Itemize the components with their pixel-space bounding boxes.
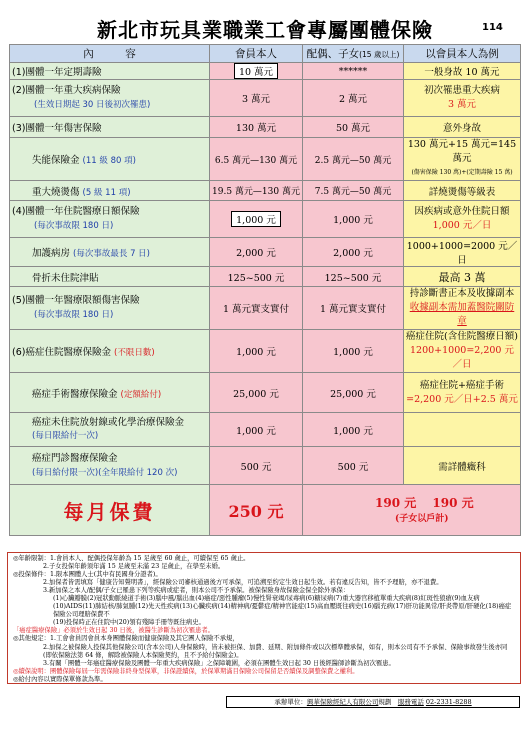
table-row xyxy=(10,117,521,138)
item-disability-label: 失能保險金 xyxy=(32,155,80,166)
monthly-premium-spouse-2: 190 元 xyxy=(432,496,474,510)
example-cancer-surgery-2: =2,200 元／日+2.5 萬元 xyxy=(406,393,518,405)
example-cancer-hospital-2: 1200+1000=2,200 元／日 xyxy=(410,345,514,370)
item-hospital-daily-label: (4)團體一年住院醫療日額保險 xyxy=(12,206,140,217)
item-accident: (3)團體一年傷害保險 xyxy=(10,117,210,138)
item-fracture xyxy=(10,267,210,287)
table-row xyxy=(10,373,521,413)
item-cancer-hospital-label: (6)癌症住院醫療保險金 xyxy=(12,347,111,358)
footer-prefix: 承辦單位 xyxy=(274,698,301,706)
table-row xyxy=(10,201,521,238)
example-critical-illness-2: 3 萬元 xyxy=(447,99,477,110)
monthly-premium-label-cell xyxy=(10,485,210,536)
table-header-row xyxy=(10,45,521,63)
spouse-cancer-surgery: 25,000 元 xyxy=(303,373,404,413)
example-cancer-surgery-1: 癌症住院+癌症手術 xyxy=(420,379,504,391)
benefits-table xyxy=(9,44,521,536)
col-spouse-label: 配偶、子女 xyxy=(306,48,360,60)
spouse-critical-illness: 2 萬元 xyxy=(303,80,404,117)
item-medical-limit-label: (5)團體一年醫療限額傷害保險 xyxy=(12,295,140,306)
table-row xyxy=(10,330,521,373)
example-critical-illness xyxy=(404,80,521,117)
item-cancer-radiation-label: 癌症未住院放射線或化學治療保險金 xyxy=(32,417,185,428)
footer-phone: 02-2331-8288 xyxy=(425,698,472,706)
example-hospital-daily-1: 因疾病或意外住院日額 xyxy=(414,206,510,217)
table-row xyxy=(10,447,521,485)
page-number: 114 xyxy=(482,22,503,33)
col-spouse-header xyxy=(303,45,404,63)
note-line: 2.加保之被保險人投保其他保險公司(含本公司)人身保險時，皆未被拒保、加費、延期、附加條件或以次標準體承保，如有，則本公司有不予承保、保險事故發生後亦同(即依保險法第 64 條，解除被保險人本保險契約，且不予給付保險金)。 xyxy=(43,643,508,659)
footer-company: 興華保險經紀人有限公司 xyxy=(306,698,379,706)
item-icu xyxy=(10,238,210,267)
monthly-premium-label: 每月保費 xyxy=(63,499,156,524)
table-row xyxy=(10,181,521,201)
example-disability xyxy=(404,138,521,181)
note-line: ◎年齡限制：1.會員本人、配偶投保年齡為 15 足歲至 60 歲止，可續保至 65 歲止。 xyxy=(13,555,250,562)
member-cancer-surgery: 25,000 元 xyxy=(210,373,303,413)
spouse-disability: 2.5 萬元—50 萬元 xyxy=(303,138,404,181)
item-burn xyxy=(10,181,210,201)
item-critical-illness xyxy=(10,80,210,117)
item-burn-note: (5 級 11 項) xyxy=(82,187,131,198)
item-icu-note: (每次事故最長 7 日) xyxy=(73,249,150,259)
member-term-life xyxy=(210,63,303,80)
item-hospital-daily-note: (每次事故限 180 日) xyxy=(34,221,114,231)
monthly-premium-member-cell xyxy=(210,485,303,536)
item-cancer-radiation-note: (每日限給付一次) xyxy=(32,431,99,441)
item-cancer-surgery xyxy=(10,373,210,413)
example-hospital-daily-2: 1,000 元／日 xyxy=(432,220,492,231)
item-cancer-surgery-label: 癌症手術醫療保險金 xyxy=(32,388,118,400)
monthly-premium-member: 250 元 xyxy=(228,501,284,521)
note-line: ◎其他規定：1.工會會員因會員本身團體保險而健康保險及其它團人保險不承規， xyxy=(13,635,239,643)
member-hospital-daily-value: 1,000 元 xyxy=(231,211,281,227)
table-row xyxy=(10,238,521,267)
col-item-header: 內 容 xyxy=(10,45,210,63)
spouse-icu: 2,000 元 xyxy=(303,238,404,267)
monthly-premium-spouse-cell xyxy=(303,485,521,536)
table-row xyxy=(10,138,521,181)
note-line: 3.有關「團體一年癌症醫療保險及團體一年重大疾病保險」之保障範圍，必須在團體生效日起 30 日後經醫師診斷為初次罹患。 xyxy=(43,659,395,667)
example-cancer-surgery xyxy=(404,373,521,413)
col-example-header: 以會員本人為例 xyxy=(404,45,521,63)
monthly-premium-spouse xyxy=(375,494,518,512)
item-cancer-hospital-note: (不限日數) xyxy=(114,348,155,358)
item-fracture-label: 骨折未住院津貼 xyxy=(32,272,99,284)
example-cancer-hospital xyxy=(404,330,521,373)
spouse-burn: 7.5 萬元—50 萬元 xyxy=(303,181,404,201)
example-medical-limit xyxy=(404,287,521,330)
item-medical-limit-note: (每次事故限 180 日) xyxy=(34,310,114,320)
example-disability-1-text: 130 萬元+15 萬元=145 萬元 xyxy=(407,139,517,164)
example-medical-limit-1: 持診斷書正本及收據副本 xyxy=(409,288,515,299)
table-row xyxy=(10,63,521,80)
item-cancer-radiation xyxy=(10,413,210,447)
item-critical-illness-note: (生效日期起 30 日後初次罹患) xyxy=(34,100,151,110)
example-cancer-outpatient: 需詳體癥科 xyxy=(404,447,521,485)
spouse-term-life: ****** xyxy=(303,63,404,80)
table-row xyxy=(10,413,521,447)
table-row xyxy=(10,80,521,117)
item-cancer-outpatient xyxy=(10,447,210,485)
page-title: 新北市玩具業職業工會專屬團體保險 xyxy=(97,18,433,42)
monthly-premium-row xyxy=(10,485,521,536)
item-medical-limit xyxy=(10,287,210,330)
item-hospital-daily xyxy=(10,201,210,238)
member-cancer-hospital: 1,000 元 xyxy=(210,330,303,373)
item-cancer-surgery-note: (定額給付) xyxy=(120,389,162,400)
note-line: (19)投保時正在住院中(20)領有殘障手冊等既往病史。 xyxy=(53,619,205,627)
member-medical-limit: 1 萬元實支實付 xyxy=(210,287,303,330)
member-hospital-daily xyxy=(210,201,303,238)
col-member-header: 會員本人 xyxy=(210,45,303,63)
example-icu: 1000+1000=2000 元／日 xyxy=(404,238,521,267)
monthly-premium-spouse-1: 190 元 xyxy=(375,496,417,510)
spouse-cancer-radiation: 1,000 元 xyxy=(303,413,404,447)
spouse-cancer-hospital: 1,000 元 xyxy=(303,330,404,373)
example-accident: 意外身故 xyxy=(404,117,521,138)
note-line: ◎投保條件：1.限本團體人士(其中有民國身分證者)。 xyxy=(13,571,162,579)
example-hospital-daily xyxy=(404,201,521,238)
spouse-cancer-outpatient: 500 元 xyxy=(303,447,404,485)
note-line: 3.新加保之本人/配偶/子女已罹患下列等疾病或症者，則本公司不予承保。被保保險身故保險金保全除外承保： xyxy=(43,587,350,595)
member-cancer-radiation: 1,000 元 xyxy=(210,413,303,447)
monthly-premium-spouse-note: (子女以戶計) xyxy=(395,514,449,524)
footer-suffix: 規劃 xyxy=(378,698,392,706)
note-line: (1)心臟瓣膜(2)冠狀動脈繞道手術(3)腦中風/腦出血(4)癌症/惡性腫瘤(5)慢性腎衰竭/尿毒病(6)糖尿病(7)重大器官移植單重大疾病(8)紅斑性狼瘡(9)血友病(10)AIDS(11)肺結核/肺氣腫(12)先天性疾病(13)心臟疾病(14)精神病/憂鬱症/精神官能症(15)高血壓既往病史(16)腦充病(17)肝功能異常/肝炎帶原/肝硬化(18)癌症保險公司理賠保費不 xyxy=(53,595,512,619)
item-term-life: (1)團體一年定期壽險 xyxy=(10,63,210,80)
example-fracture: 最高 3 萬 xyxy=(404,267,521,287)
note-line: ◎給付內容以實際保單條款為準。 xyxy=(13,675,107,683)
member-term-life-value: 10 萬元 xyxy=(234,63,278,79)
item-disability-note: (11 級 80 項) xyxy=(82,156,136,166)
item-disability xyxy=(10,138,210,181)
footer-phone-label: 服務電話 xyxy=(397,698,424,706)
example-disability-2: (傷害保險 130 萬)+(定期壽險 15 萬) xyxy=(411,169,513,176)
item-burn-label: 重大燒燙傷 xyxy=(32,186,80,198)
member-burn: 19.5 萬元—130 萬元 xyxy=(210,181,303,201)
footer-contact: 承辦單位：興華保險經紀人有限公司規劃 服務電話 02-2331-8288 xyxy=(226,696,520,708)
item-cancer-outpatient-note: (每日給付限一次)(全年限給付 120 次) xyxy=(32,467,178,478)
member-cancer-outpatient: 500 元 xyxy=(210,447,303,485)
member-icu: 2,000 元 xyxy=(210,238,303,267)
spouse-accident: 50 萬元 xyxy=(303,117,404,138)
member-fracture: 125~500 元 xyxy=(210,267,303,287)
item-icu-label: 加護病房 xyxy=(32,248,71,259)
item-critical-illness-label: (2)團體一年重大疾病保險 xyxy=(12,85,121,96)
example-term-life: 一般身故 10 萬元 xyxy=(404,63,521,80)
note-line: ◎續保說明：團體保險每屆一年需保險非終身型保單，非保證續保，於保單期滿目保險公司保留是否續保及調整保費之權利。 xyxy=(13,667,359,675)
example-medical-limit-2: 收據副本需加蓋醫院關防章 xyxy=(409,302,515,327)
note-line: 2.子女投保年齡須年滿 15 足歲至未滿 23 足歲止，在學至未婚。 xyxy=(43,563,225,571)
table-row xyxy=(10,267,521,287)
notes-box xyxy=(7,552,521,684)
item-cancer-hospital xyxy=(10,330,210,373)
col-spouse-note: (15 歲以上) xyxy=(359,50,400,59)
item-cancer-outpatient-label: 癌症門診醫療保險金 xyxy=(32,452,118,464)
example-cancer-radiation xyxy=(404,413,521,447)
note-line: 「癌症醫療保險」必須於生效日起 30 日後，被醫生診斷為初次罹患者。 xyxy=(13,627,214,635)
note-line: 2.加保者皆需填寫「健康告知聲明書」，經保險公司審核通過後方可承保，可追溯至約定生效日起生效。若有違反告知，皆不予理賠，亦不退費。 xyxy=(43,579,443,587)
spouse-fracture: 125~500 元 xyxy=(303,267,404,287)
table-row xyxy=(10,287,521,330)
example-cancer-hospital-1: 癌症住院(含住院醫療日額) xyxy=(406,331,518,342)
example-critical-illness-1: 初次罹患重大疾病 xyxy=(423,85,500,96)
member-accident: 130 萬元 xyxy=(210,117,303,138)
member-critical-illness: 3 萬元 xyxy=(210,80,303,117)
example-burn: 詳燒燙傷等級表 xyxy=(404,181,521,201)
example-disability-1 xyxy=(406,138,518,166)
spouse-medical-limit: 1 萬元實支實付 xyxy=(303,287,404,330)
member-disability: 6.5 萬元—130 萬元 xyxy=(210,138,303,181)
spouse-hospital-daily: 1,000 元 xyxy=(303,201,404,238)
